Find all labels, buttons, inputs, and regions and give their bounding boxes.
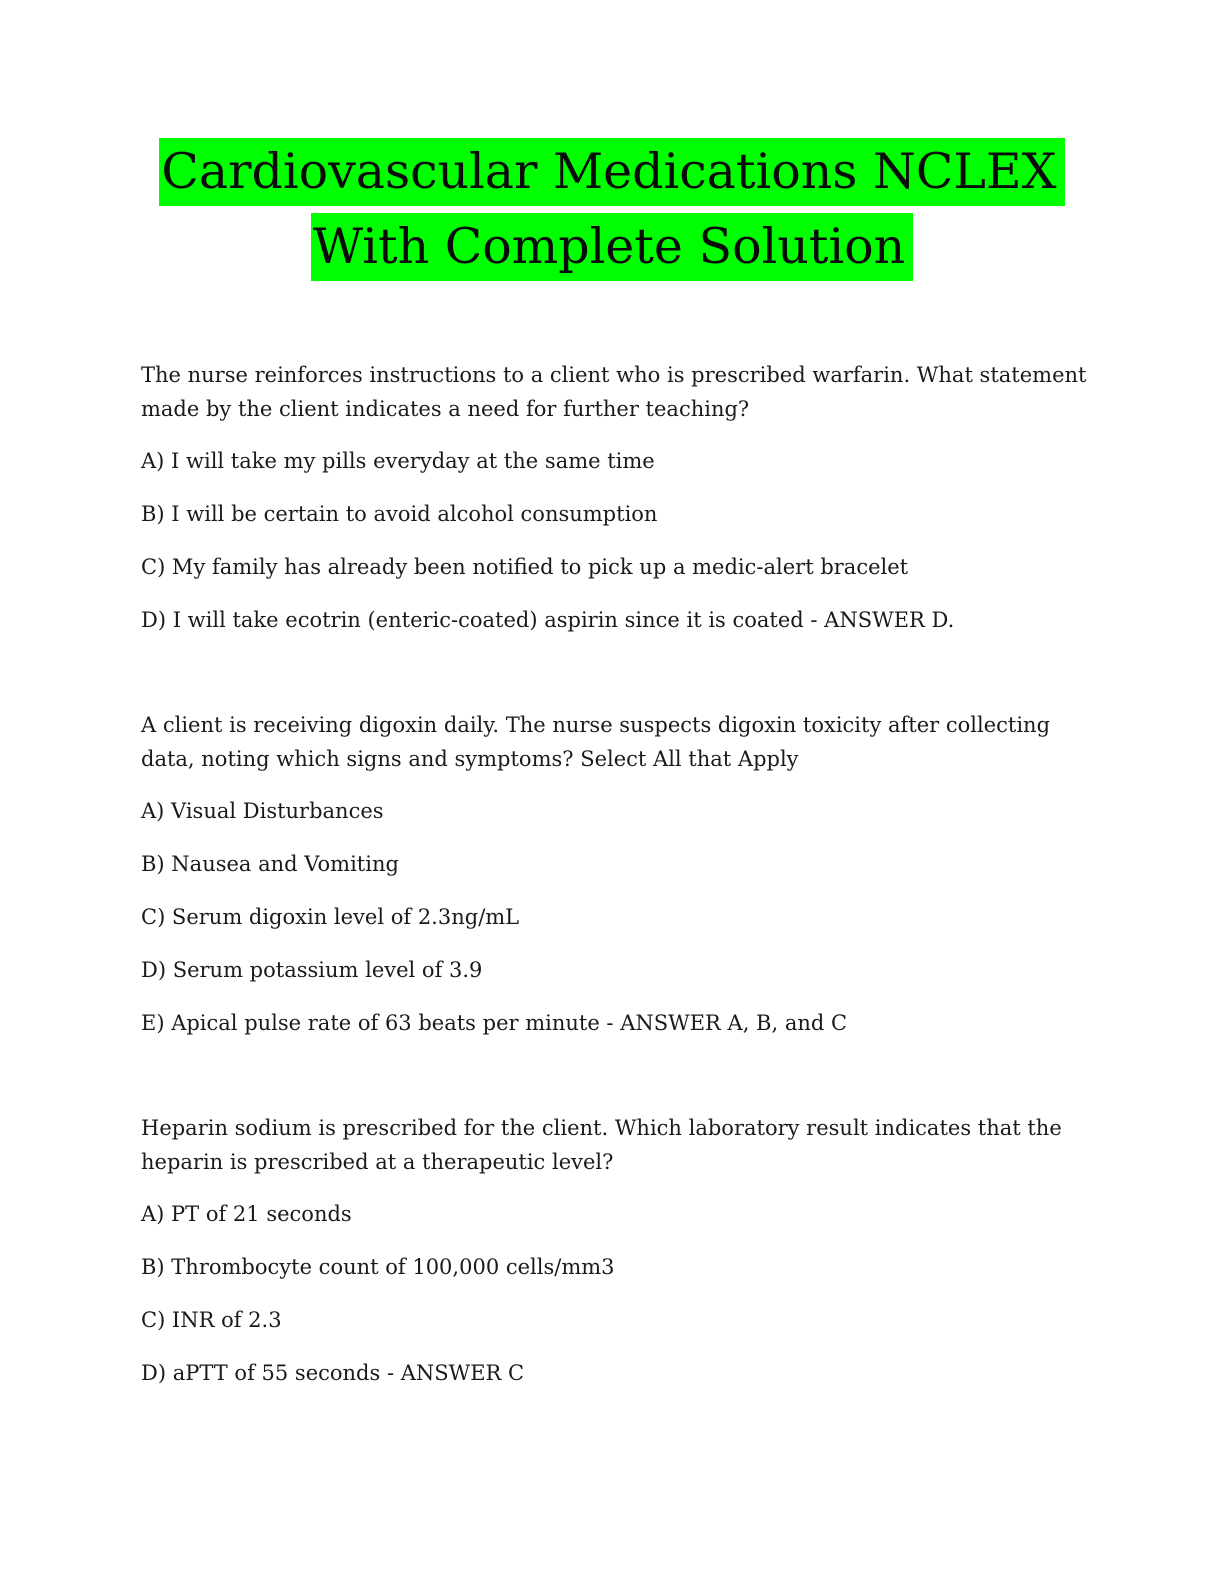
option-b: B) Thrombocyte count of 100,000 cells/mm3 (141, 1255, 615, 1279)
option-b: B) Nausea and Vomiting (141, 852, 399, 876)
option-a: A) Visual Disturbances (141, 799, 384, 823)
option-c: C) My family has already been notified to pick up a medic-alert bracelet (141, 555, 909, 579)
option-a: A) PT of 21 seconds (141, 1202, 352, 1226)
question-text: Heparin sodium is prescribed for the client. Which laboratory result indicates that the heparin is prescribed at a therapeutic level? (141, 1116, 1062, 1174)
title-line-2: With Complete Solution (311, 213, 913, 281)
document-title (0, 138, 1224, 281)
question-text: A client is receiving digoxin daily. The nurse suspects digoxin toxicity after collecting data, noting which signs and symptoms? Select All that Apply (141, 713, 1051, 771)
option-c: C) Serum digoxin level of 2.3ng/mL (141, 905, 520, 929)
option-a: A) I will take my pills everyday at the same time (141, 449, 655, 473)
option-c: C) INR of 2.3 (141, 1308, 282, 1332)
question-text: The nurse reinforces instructions to a client who is prescribed warfarin. What statement made by the client indicates a need for further teaching? (141, 363, 1087, 421)
questions-content (141, 358, 1101, 1409)
question-2 (141, 708, 1101, 1040)
question-1 (141, 358, 1101, 637)
title-line-1: Cardiovascular Medications NCLEX (159, 138, 1064, 206)
option-d: D) Serum potassium level of 3.9 (141, 958, 483, 982)
spacer (141, 1059, 1101, 1111)
spacer (141, 656, 1101, 708)
option-b: B) I will be certain to avoid alcohol consumption (141, 502, 658, 526)
option-d: D) aPTT of 55 seconds - ANSWER C (141, 1361, 525, 1385)
option-e: E) Apical pulse rate of 63 beats per minute - ANSWER A, B, and C (141, 1011, 848, 1035)
question-3 (141, 1111, 1101, 1390)
option-d: D) I will take ecotrin (enteric-coated) aspirin since it is coated - ANSWER D. (141, 608, 955, 632)
